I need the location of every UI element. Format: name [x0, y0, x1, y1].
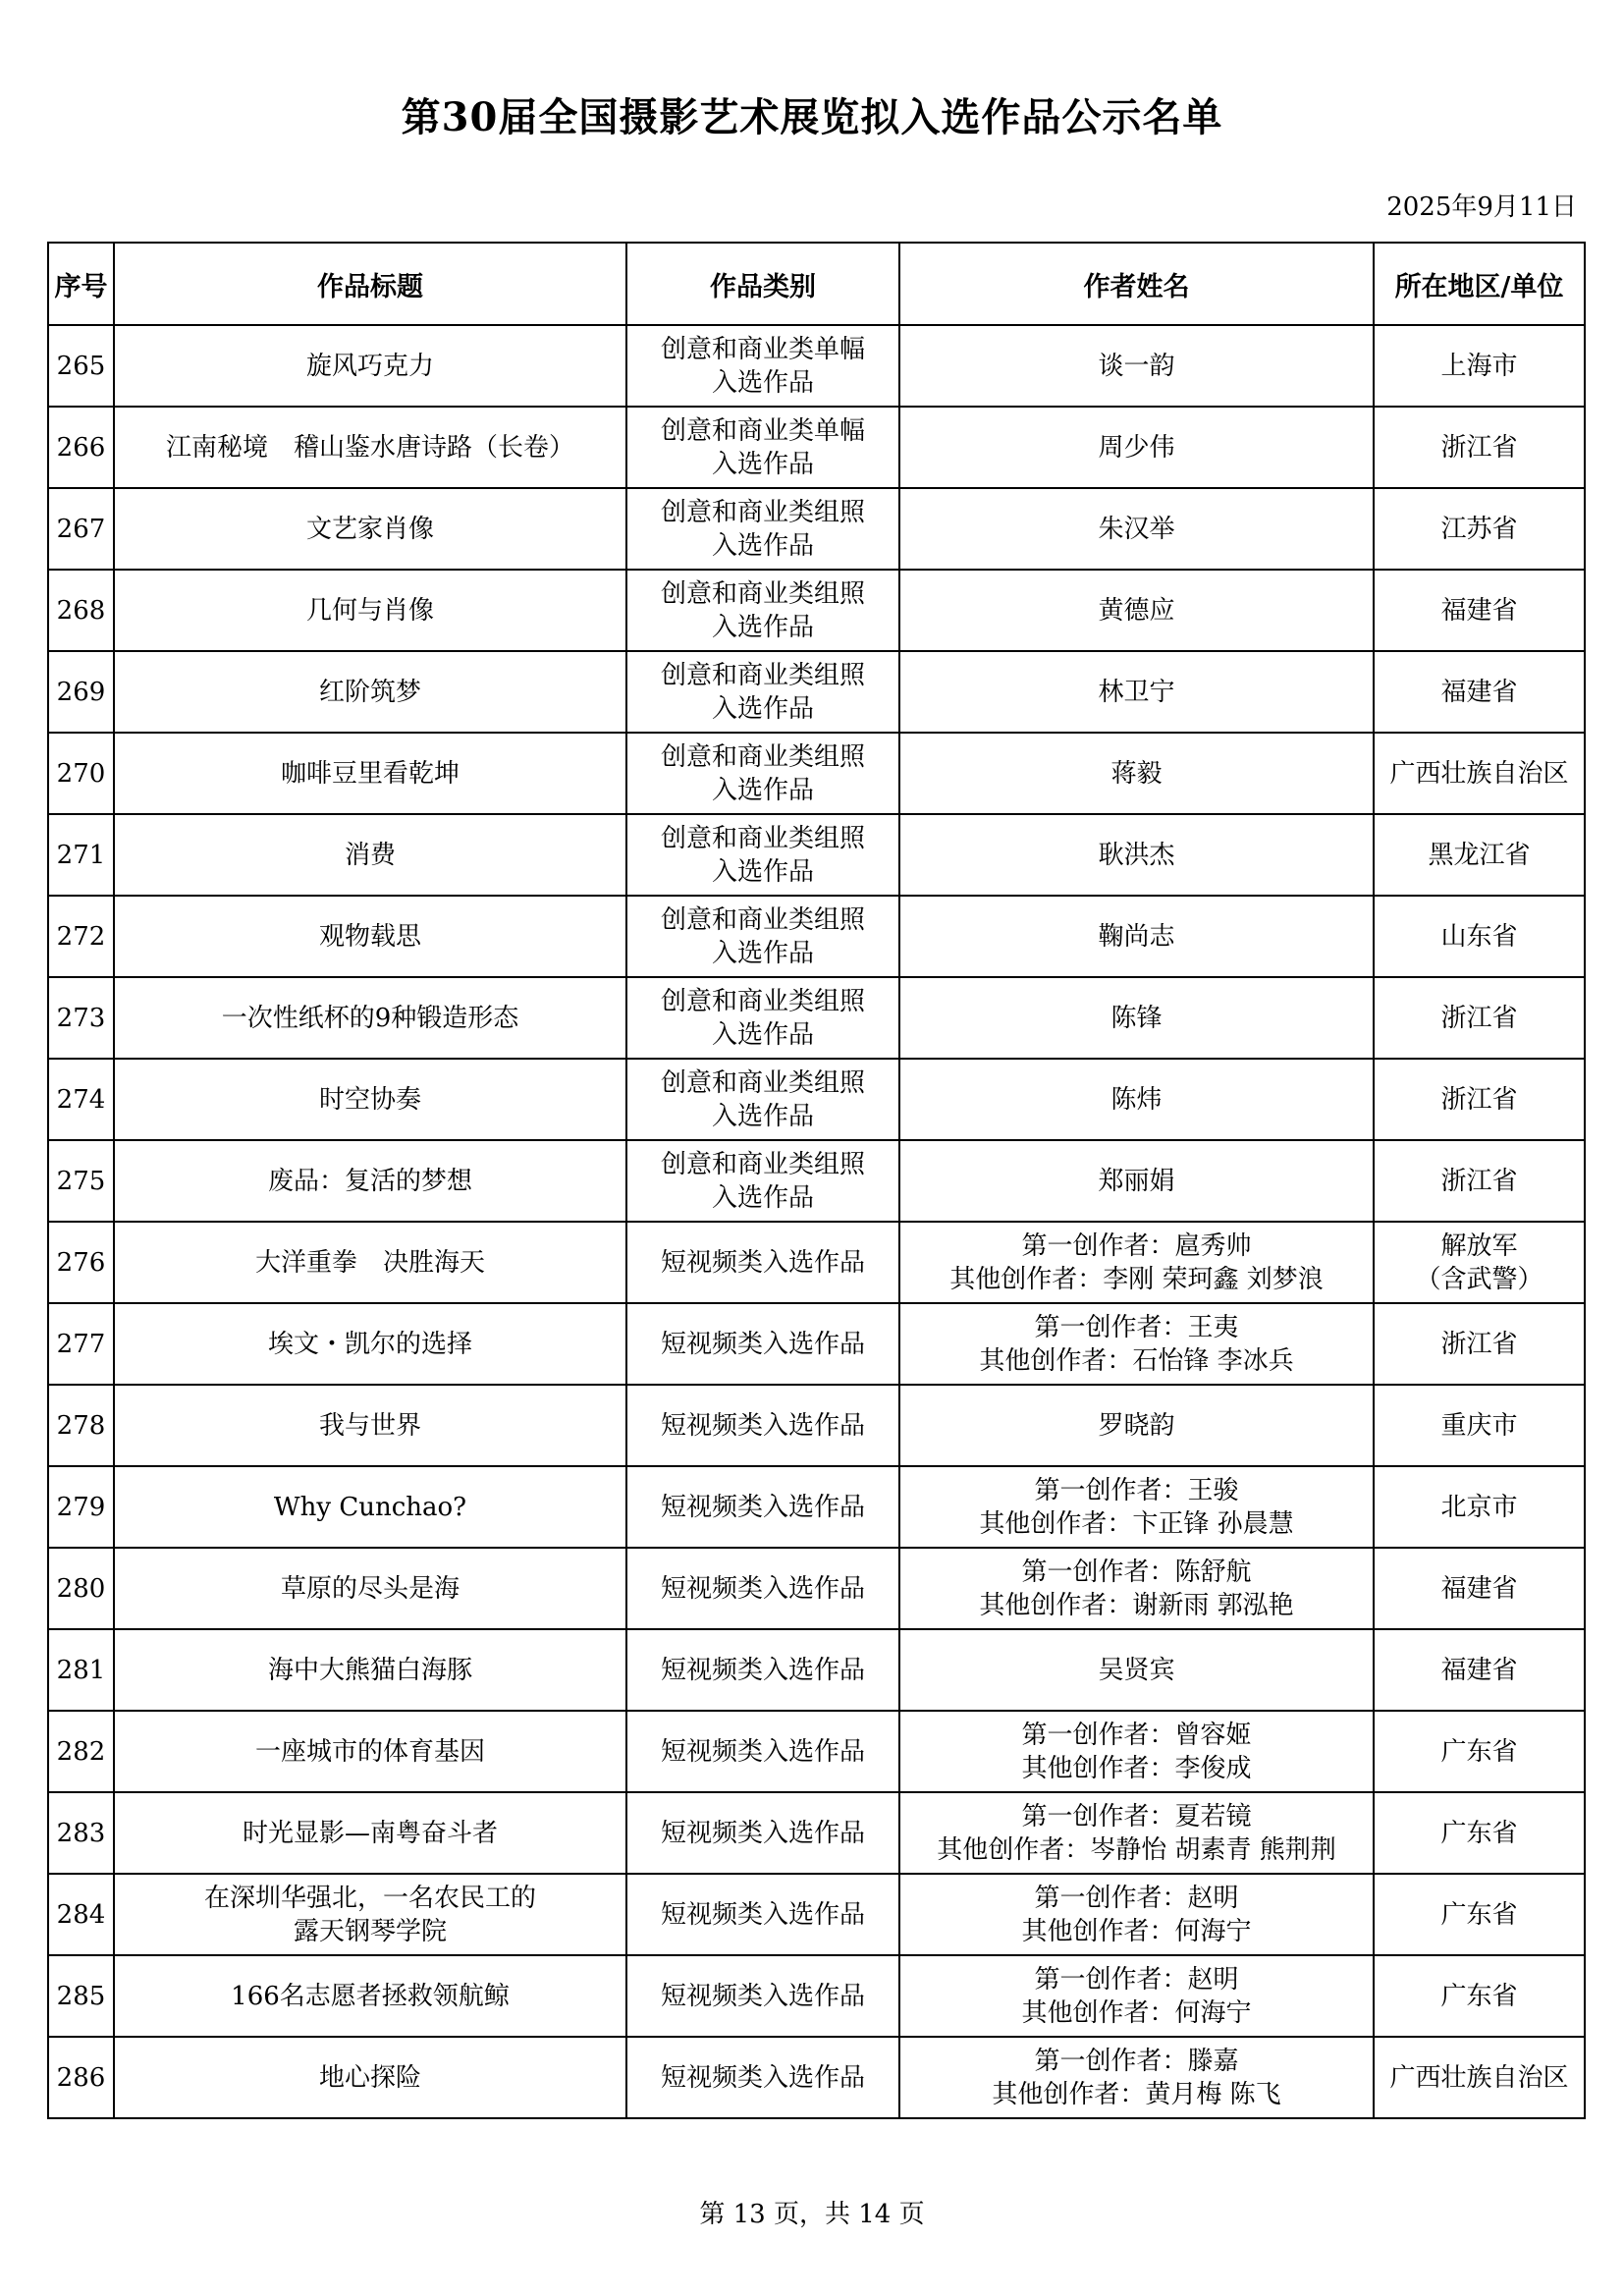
cell-title: [114, 1222, 626, 1303]
cell-region-line: 浙江省: [1440, 1084, 1518, 1115]
cell-title-line: 大洋重拳 决胜海天: [254, 1247, 485, 1278]
cell-category: [626, 2037, 899, 2118]
cell-no: 267: [48, 488, 114, 570]
cell-title-line: 时光显影—南粤奋斗者: [242, 1818, 498, 1848]
cell-title: [114, 977, 626, 1059]
cell-category-line: 入选作品: [711, 856, 814, 887]
cell-region-line: 江苏省: [1440, 514, 1518, 544]
cell-category: [626, 1711, 899, 1792]
cell-authors: [899, 1222, 1374, 1303]
cell-authors-line: 蒋毅: [1110, 758, 1163, 789]
cell-category-line: 创意和商业类组照: [660, 660, 865, 690]
cell-category-line: 短视频类入选作品: [660, 1818, 865, 1848]
table-row: [48, 570, 1585, 651]
cell-authors-line: 罗晓韵: [1098, 1410, 1175, 1441]
cell-region-line: （含武警）: [1415, 1264, 1543, 1294]
table-row: [48, 1059, 1585, 1140]
cell-authors: [899, 1303, 1374, 1385]
cell-authors-line: 林卫宁: [1098, 677, 1175, 707]
cell-region: [1374, 1874, 1585, 1955]
cell-title-line: 几何与肖像: [305, 595, 434, 626]
cell-category-line: 创意和商业类组照: [660, 904, 865, 935]
cell-region: [1374, 1385, 1585, 1466]
cell-category-line: 创意和商业类组照: [660, 578, 865, 609]
cell-title: [114, 1303, 626, 1385]
cell-category-line: 创意和商业类组照: [660, 823, 865, 853]
table-row: [48, 977, 1585, 1059]
cell-authors-line: 第一创作者：滕嘉: [1034, 2046, 1239, 2076]
cell-category-line: 入选作品: [711, 367, 814, 398]
cell-title-line: 观物载思: [318, 921, 421, 952]
cell-category-line: 创意和商业类组照: [660, 1149, 865, 1179]
cell-no: 280: [48, 1548, 114, 1629]
cell-authors-line: 郑丽娟: [1098, 1166, 1175, 1196]
cell-title-line: 地心探险: [318, 2062, 421, 2093]
cell-region-line: 广西壮族自治区: [1389, 758, 1569, 789]
cell-category: [626, 814, 899, 896]
cell-title-line: Why Cunchao?: [273, 1492, 467, 1522]
cell-authors: [899, 1874, 1374, 1955]
cell-category: [626, 407, 899, 488]
cell-authors: [899, 1629, 1374, 1711]
cell-title: [114, 407, 626, 488]
candidate-list-table: [47, 242, 1586, 2119]
cell-category-line: 创意和商业类单幅: [660, 415, 865, 446]
header-category: 作品类别: [626, 243, 899, 325]
cell-category-line: 入选作品: [711, 938, 814, 968]
cell-title-line: 166名志愿者拯救领航鲸: [231, 1981, 510, 2011]
table-row: [48, 325, 1585, 407]
table-row: [48, 1955, 1585, 2037]
cell-authors-line: 其他创作者：黄月梅 陈飞: [992, 2079, 1281, 2109]
cell-title-line: 在深圳华强北，一名农民工的: [203, 1883, 536, 1913]
cell-title-line: 埃文・凯尔的选择: [267, 1329, 472, 1359]
cell-authors-line: 周少伟: [1098, 432, 1175, 463]
table-row: [48, 1303, 1585, 1385]
cell-region-line: 上海市: [1440, 351, 1518, 381]
cell-region-line: 广西壮族自治区: [1389, 2062, 1569, 2093]
cell-region-line: 福建省: [1440, 1573, 1518, 1604]
cell-category-line: 入选作品: [711, 449, 814, 479]
header-title: 作品标题: [114, 243, 626, 325]
cell-title-line: 旋风巧克力: [305, 351, 434, 381]
cell-region-line: 北京市: [1440, 1492, 1518, 1522]
cell-no: 283: [48, 1792, 114, 1874]
cell-region: [1374, 1466, 1585, 1548]
cell-title-line: 时空协奏: [318, 1084, 421, 1115]
cell-region: [1374, 1222, 1585, 1303]
cell-region-line: 山东省: [1440, 921, 1518, 952]
cell-authors-line: 其他创作者：何海宁: [1021, 1916, 1252, 1946]
table-row: [48, 1629, 1585, 1711]
cell-title-line: 露天钢琴学院: [293, 1916, 447, 1946]
cell-region-line: 黑龙江省: [1428, 840, 1531, 870]
table-header-row: [48, 243, 1585, 325]
cell-region-line: 广东省: [1440, 1899, 1518, 1930]
cell-region: [1374, 1792, 1585, 1874]
cell-no: 275: [48, 1140, 114, 1222]
cell-authors-line: 其他创作者：岑静怡 胡素青 熊荆荆: [937, 1834, 1336, 1865]
cell-region: [1374, 733, 1585, 814]
cell-no: 266: [48, 407, 114, 488]
table-row: [48, 1711, 1585, 1792]
cell-title: [114, 325, 626, 407]
cell-category-line: 短视频类入选作品: [660, 1247, 865, 1278]
cell-category: [626, 1303, 899, 1385]
cell-no: 270: [48, 733, 114, 814]
cell-no: 281: [48, 1629, 114, 1711]
cell-category: [626, 570, 899, 651]
table-row: [48, 896, 1585, 977]
cell-category-line: 短视频类入选作品: [660, 1410, 865, 1441]
cell-region: [1374, 2037, 1585, 2118]
cell-no: 269: [48, 651, 114, 733]
cell-title: [114, 1711, 626, 1792]
cell-category: [626, 1140, 899, 1222]
cell-category: [626, 977, 899, 1059]
cell-region: [1374, 1629, 1585, 1711]
table-row: [48, 814, 1585, 896]
cell-region: [1374, 407, 1585, 488]
cell-authors: [899, 570, 1374, 651]
table-row: [48, 1140, 1585, 1222]
cell-category-line: 创意和商业类组照: [660, 986, 865, 1016]
cell-category-line: 创意和商业类单幅: [660, 334, 865, 364]
cell-title: [114, 1140, 626, 1222]
cell-no: 274: [48, 1059, 114, 1140]
cell-title-line: 消费: [344, 840, 396, 870]
cell-authors: [899, 651, 1374, 733]
table-row: [48, 1222, 1585, 1303]
cell-no: 276: [48, 1222, 114, 1303]
cell-authors-line: 第一创作者：曾容姬: [1021, 1720, 1252, 1750]
cell-authors: [899, 1955, 1374, 2037]
cell-title: [114, 733, 626, 814]
cell-region: [1374, 651, 1585, 733]
cell-authors: [899, 1548, 1374, 1629]
cell-authors-line: 第一创作者：赵明: [1034, 1883, 1239, 1913]
cell-region: [1374, 325, 1585, 407]
cell-category-line: 创意和商业类组照: [660, 497, 865, 527]
cell-authors-line: 吴贤宾: [1098, 1655, 1175, 1685]
cell-no: 286: [48, 2037, 114, 2118]
cell-authors-line: 其他创作者：卞正锋 孙晨慧: [979, 1508, 1294, 1539]
cell-authors-line: 陈炜: [1110, 1084, 1163, 1115]
table-row: [48, 1874, 1585, 1955]
cell-category-line: 入选作品: [711, 775, 814, 805]
cell-category-line: 入选作品: [711, 1019, 814, 1050]
cell-title-line: 咖啡豆里看乾坤: [280, 758, 460, 789]
cell-authors: [899, 977, 1374, 1059]
cell-authors-line: 第一创作者：赵明: [1034, 1964, 1239, 1995]
cell-title: [114, 1629, 626, 1711]
cell-category-line: 短视频类入选作品: [660, 1492, 865, 1522]
cell-authors-line: 黄德应: [1098, 595, 1175, 626]
cell-no: 265: [48, 325, 114, 407]
cell-authors: [899, 1385, 1374, 1466]
cell-authors: [899, 814, 1374, 896]
cell-no: 268: [48, 570, 114, 651]
cell-title: [114, 2037, 626, 2118]
cell-category: [626, 1629, 899, 1711]
cell-title: [114, 488, 626, 570]
cell-category-line: 入选作品: [711, 1182, 814, 1213]
cell-category: [626, 651, 899, 733]
cell-category: [626, 1059, 899, 1140]
table-row: [48, 1385, 1585, 1466]
cell-authors-line: 谈一韵: [1098, 351, 1175, 381]
cell-authors-line: 朱汉举: [1098, 514, 1175, 544]
cell-no: 284: [48, 1874, 114, 1955]
cell-category-line: 创意和商业类组照: [660, 1067, 865, 1098]
table-row: [48, 1792, 1585, 1874]
cell-authors: [899, 488, 1374, 570]
cell-region-line: 解放军: [1440, 1230, 1518, 1261]
cell-region-line: 福建省: [1440, 595, 1518, 626]
cell-region: [1374, 1548, 1585, 1629]
cell-authors-line: 耿洪杰: [1098, 840, 1175, 870]
cell-authors: [899, 2037, 1374, 2118]
cell-title: [114, 1385, 626, 1466]
cell-no: 282: [48, 1711, 114, 1792]
cell-category: [626, 1222, 899, 1303]
cell-region-line: 广东省: [1440, 1736, 1518, 1767]
cell-region: [1374, 1059, 1585, 1140]
table-body: [48, 325, 1585, 2118]
cell-region: [1374, 1711, 1585, 1792]
cell-category-line: 短视频类入选作品: [660, 1655, 865, 1685]
cell-authors: [899, 407, 1374, 488]
cell-region-line: 浙江省: [1440, 1003, 1518, 1033]
cell-category: [626, 1548, 899, 1629]
cell-category-line: 短视频类入选作品: [660, 1981, 865, 2011]
cell-title: [114, 1548, 626, 1629]
cell-title-line: 一次性纸杯的9种锻造形态: [221, 1003, 519, 1033]
cell-authors: [899, 1711, 1374, 1792]
cell-authors-line: 鞠尚志: [1098, 921, 1175, 952]
table-row: [48, 2037, 1585, 2118]
cell-category: [626, 1466, 899, 1548]
cell-title-line: 我与世界: [318, 1410, 421, 1441]
table-row: [48, 1548, 1585, 1629]
cell-category: [626, 325, 899, 407]
cell-category: [626, 1792, 899, 1874]
cell-no: 278: [48, 1385, 114, 1466]
cell-region-line: 广东省: [1440, 1818, 1518, 1848]
cell-no: 285: [48, 1955, 114, 2037]
cell-region: [1374, 488, 1585, 570]
cell-title: [114, 1059, 626, 1140]
cell-authors: [899, 1059, 1374, 1140]
cell-title-line: 文艺家肖像: [305, 514, 434, 544]
cell-title-line: 草原的尽头是海: [280, 1573, 460, 1604]
cell-authors-line: 其他创作者：何海宁: [1021, 1997, 1252, 2028]
page-footer: 第 13 页，共 14 页: [699, 2200, 925, 2229]
cell-authors-line: 第一创作者：陈舒航: [1021, 1557, 1252, 1587]
cell-region: [1374, 896, 1585, 977]
cell-authors: [899, 325, 1374, 407]
cell-category-line: 入选作品: [711, 1101, 814, 1131]
cell-authors-line: 其他创作者：李刚 荣珂鑫 刘梦浪: [949, 1264, 1324, 1294]
cell-authors-line: 第一创作者：扈秀帅: [1021, 1230, 1252, 1261]
cell-title: [114, 896, 626, 977]
cell-region: [1374, 977, 1585, 1059]
cell-title: [114, 1792, 626, 1874]
cell-authors-line: 其他创作者：李俊成: [1021, 1753, 1252, 1783]
header-region: 所在地区/单位: [1374, 243, 1585, 325]
cell-no: 273: [48, 977, 114, 1059]
cell-category: [626, 1385, 899, 1466]
cell-authors-line: 陈锋: [1110, 1003, 1163, 1033]
cell-region: [1374, 570, 1585, 651]
cell-category-line: 创意和商业类组照: [660, 741, 865, 772]
cell-no: 279: [48, 1466, 114, 1548]
cell-title: [114, 1466, 626, 1548]
table-row: [48, 651, 1585, 733]
cell-title: [114, 1955, 626, 2037]
cell-title: [114, 814, 626, 896]
table-row: [48, 488, 1585, 570]
cell-no: 272: [48, 896, 114, 977]
cell-authors-line: 第一创作者：夏若镜: [1021, 1801, 1252, 1831]
cell-no: 271: [48, 814, 114, 896]
document-title: 第30届全国摄影艺术展览拟入选作品公示名单: [401, 94, 1223, 140]
cell-title-line: 江南秘境 稽山鉴水唐诗路（长卷）: [165, 432, 574, 463]
cell-category-line: 入选作品: [711, 693, 814, 724]
cell-category-line: 短视频类入选作品: [660, 1736, 865, 1767]
cell-region-line: 重庆市: [1440, 1410, 1518, 1441]
cell-region-line: 广东省: [1440, 1981, 1518, 2011]
header-no: 序号: [48, 243, 114, 325]
cell-authors-line: 其他创作者：石怡锋 李冰兵: [979, 1345, 1294, 1376]
cell-title: [114, 570, 626, 651]
cell-authors: [899, 733, 1374, 814]
cell-region-line: 福建省: [1440, 1655, 1518, 1685]
cell-title-line: 海中大熊猫白海豚: [267, 1655, 472, 1685]
cell-no: 277: [48, 1303, 114, 1385]
cell-category: [626, 896, 899, 977]
cell-category-line: 短视频类入选作品: [660, 2062, 865, 2093]
cell-region-line: 福建省: [1440, 677, 1518, 707]
table-row: [48, 733, 1585, 814]
cell-category-line: 短视频类入选作品: [660, 1329, 865, 1359]
cell-authors: [899, 1792, 1374, 1874]
cell-category: [626, 1874, 899, 1955]
cell-title: [114, 651, 626, 733]
cell-category-line: 短视频类入选作品: [660, 1573, 865, 1604]
cell-authors-line: 第一创作者：王骏: [1034, 1475, 1239, 1505]
cell-region: [1374, 814, 1585, 896]
table-row: [48, 1466, 1585, 1548]
cell-authors-line: 第一创作者：王夷: [1034, 1312, 1239, 1342]
cell-category: [626, 488, 899, 570]
cell-category: [626, 733, 899, 814]
cell-category-line: 入选作品: [711, 530, 814, 561]
cell-region-line: 浙江省: [1440, 1166, 1518, 1196]
cell-authors: [899, 1466, 1374, 1548]
cell-category-line: 入选作品: [711, 612, 814, 642]
cell-region: [1374, 1303, 1585, 1385]
cell-title: [114, 1874, 626, 1955]
cell-title-line: 一座城市的体育基因: [254, 1736, 485, 1767]
cell-region-line: 浙江省: [1440, 432, 1518, 463]
cell-region: [1374, 1140, 1585, 1222]
cell-category-line: 短视频类入选作品: [660, 1899, 865, 1930]
cell-title-line: 红阶筑梦: [318, 677, 421, 707]
header-authors: 作者姓名: [899, 243, 1374, 325]
cell-authors: [899, 896, 1374, 977]
cell-authors: [899, 1140, 1374, 1222]
publish-date: 2025年9月11日: [1386, 192, 1577, 222]
cell-authors-line: 其他创作者：谢新雨 郭泓艳: [979, 1590, 1294, 1620]
cell-region: [1374, 1955, 1585, 2037]
table-row: [48, 407, 1585, 488]
cell-category: [626, 1955, 899, 2037]
cell-title-line: 废品：复活的梦想: [267, 1166, 472, 1196]
cell-region-line: 浙江省: [1440, 1329, 1518, 1359]
